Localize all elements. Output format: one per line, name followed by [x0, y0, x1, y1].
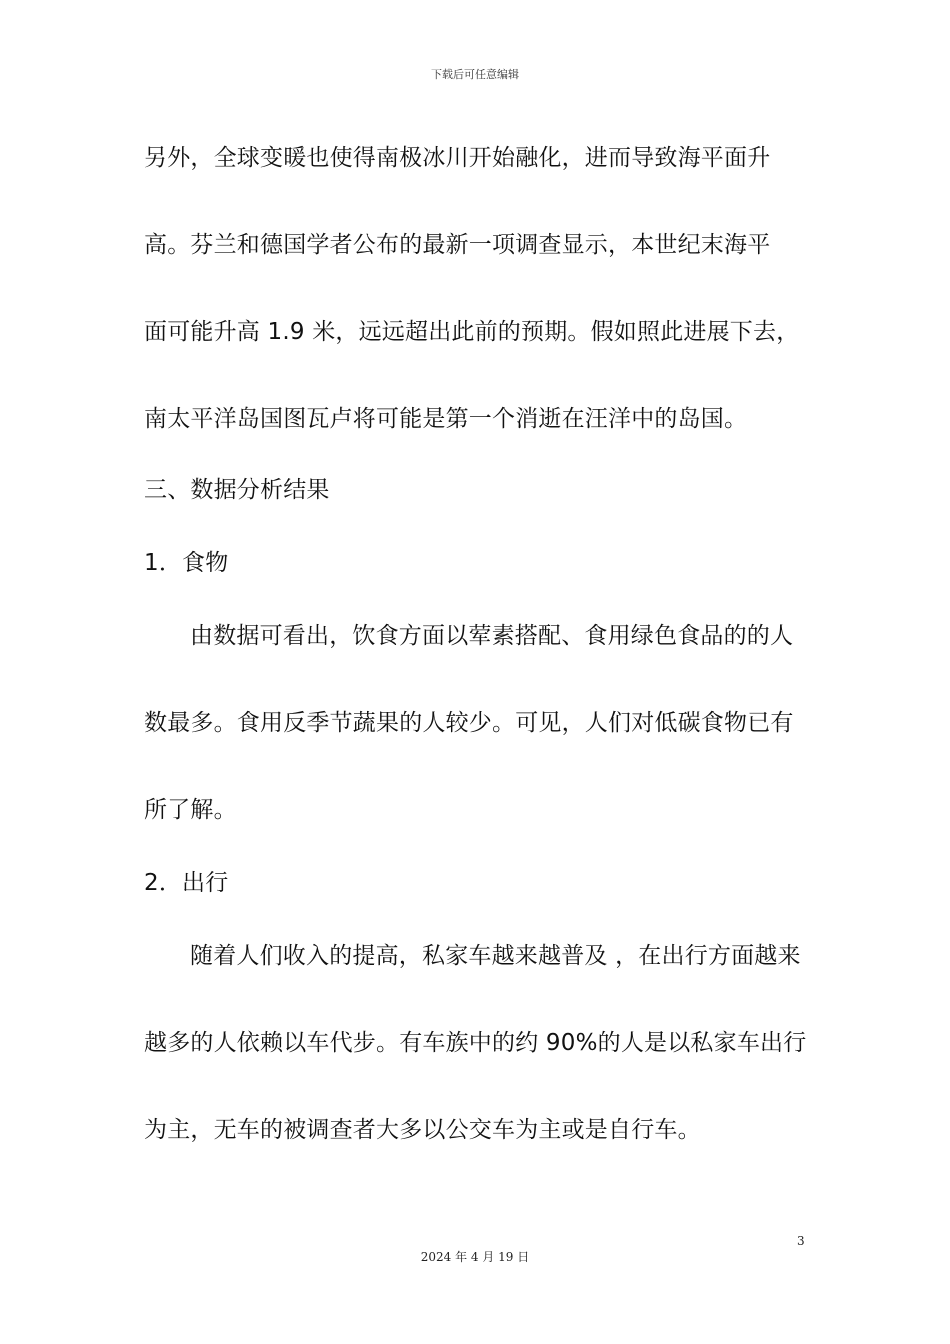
- subsection-heading-travel: 2．出行: [144, 870, 229, 896]
- section-heading: 三、数据分析结果: [144, 477, 330, 503]
- paragraph-line: 随着人们收入的提高，私家车越来越普及 ，在出行方面越来: [190, 943, 801, 969]
- paragraph-line: 为主，无车的被调查者大多以公交车为主或是自行车。: [144, 1117, 701, 1143]
- paragraph-line: 由数据可看出，饮食方面以荤素搭配、食用绿色食品的的人: [190, 623, 794, 649]
- paragraph-line: 面可能升高 1.9 米，远远超出此前的预期。假如照此进展下去，: [144, 319, 800, 345]
- paragraph-line: 高。芬兰和德国学者公布的最新一项调查显示，本世纪末海平: [144, 232, 771, 258]
- paragraph-line: 数最多。食用反季节蔬果的人较少。可见，人们对低碳食物已有: [144, 710, 794, 736]
- paragraph-line: 南太平洋岛国图瓦卢将可能是第一个消逝在汪洋中的岛国。: [144, 406, 748, 432]
- subsection-heading-food: 1．食物: [144, 550, 229, 576]
- footer-date: 2024 年 4 月 19 日: [420, 1250, 530, 1264]
- paragraph-line: 所了解。: [144, 797, 237, 823]
- paragraph-line: 越多的人依赖以车代步。有车族中的约 90%的人是以私家车出行: [144, 1030, 807, 1056]
- paragraph-line: 另外，全球变暖也使得南极冰川开始融化，进而导致海平面升: [144, 145, 771, 171]
- header-note: 下载后可任意编辑: [431, 68, 519, 81]
- page-number: 3: [797, 1234, 805, 1248]
